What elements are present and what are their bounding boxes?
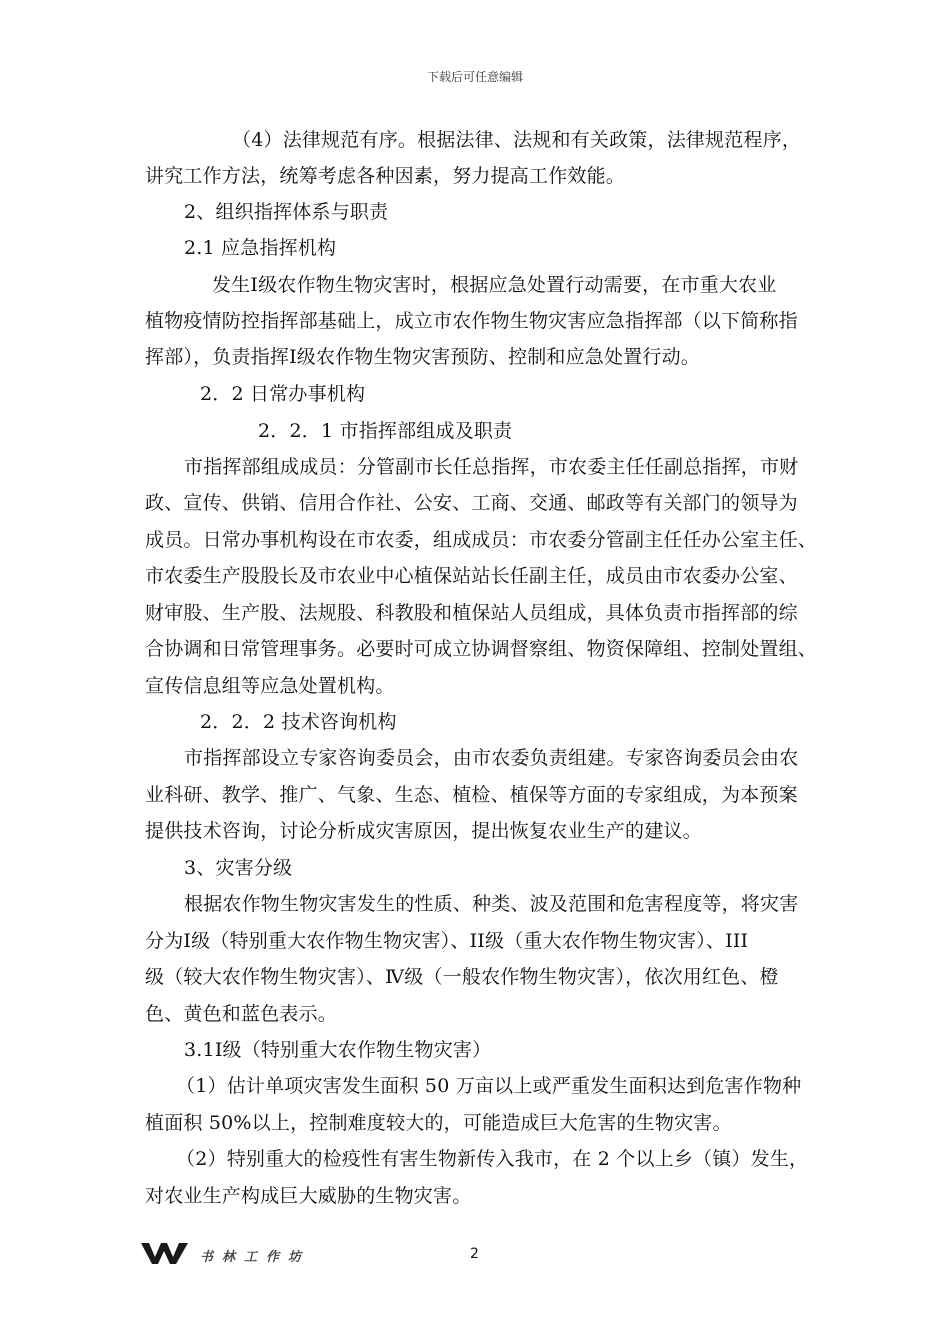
body-line: 分为Ⅰ级（特别重大农作物生物灾害）、II级（重大农作物生物灾害）、III [145,930,749,952]
subsection-heading: 2.1 应急指挥机构 [184,237,337,259]
section-heading: 2、组织指挥体系与职责 [184,201,389,223]
footer-brand-text: 书林工作坊 [200,1250,311,1265]
body-line: 植面积 50%以上，控制难度较大的，可能造成巨大危害的生物灾害。 [145,1112,732,1134]
body-line: 讲究工作方法，统筹考虑各种因素，努力提高工作效能。 [145,165,626,187]
body-line: （4）法律规范有序。根据法律、法规和有关政策，法律规范程序， [232,129,802,151]
body-line: 挥部），负责指挥Ⅰ级农作物生物灾害预防、控制和应急处置行动。 [145,346,701,368]
body-line: 政、宣传、供销、信用合作社、公安、工商、交通、邮政等有关部门的领导为 [145,492,798,514]
body-line: 成员。日常办事机构设在市农委，组成成员：市农委分管副主任任办公室主任、 [145,529,818,551]
body-line: 色、黄色和蓝色表示。 [145,1003,338,1025]
body-line: 市指挥部设立专家咨询委员会，由市农委负责组建。专家咨询委员会由农 [184,747,799,769]
body-line: （1）估计单项灾害发生面积 50 万亩以上或严重发生面积达到危害作物种 [176,1075,802,1097]
body-line: 业科研、教学、推广、气象、生态、植检、植保等方面的专家组成，为本预案 [145,784,798,806]
body-line: 级（较大农作物生物灾害）、Ⅳ级（一般农作物生物灾害），依次用红色、橙 [145,966,779,988]
body-line: 发生Ⅰ级农作物生物灾害时，根据应急处置行动需要，在市重大农业 [212,274,777,296]
subsection-heading: 2．2 日常办事机构 [200,383,366,405]
section-heading: 3、灾害分级 [184,857,293,879]
body-line: 提供技术咨询，讨论分析成灾害原因，提出恢复农业生产的建议。 [145,820,702,842]
body-line: 市农委生产股股长及市农业中心植保站站长任副主任，成员由市农委办公室、 [145,565,798,587]
brand-logo-icon [140,1240,190,1266]
body-line: 市指挥部组成成员：分管副市长任总指挥，市农委主任任副总指挥，市财 [184,456,799,478]
subsection-heading: 2．2．2 技术咨询机构 [200,711,397,733]
page-number: 2 [470,1246,479,1262]
body-line: 根据农作物生物灾害发生的性质、种类、波及范围和危害程度等，将灾害 [184,893,799,915]
body-line: 合协调和日常管理事务。必要时可成立协调督察组、物资保障组、控制处置组、 [145,638,818,660]
subsection-heading: 3.1Ⅰ级（特别重大农作物生物灾害） [184,1039,492,1061]
page-header-note: 下载后可任意编辑 [426,70,523,84]
subsection-heading: 2．2．1 市指挥部组成及职责 [258,420,513,442]
body-line: （2）特别重大的检疫性有害生物新传入我市，在 2 个以上乡（镇）发生， [176,1148,809,1170]
body-line: 植物疫情防控指挥部基础上，成立市农作物生物灾害应急指挥部（以下简称指 [145,310,798,332]
body-line: 对农业生产构成巨大威胁的生物灾害。 [145,1185,472,1207]
body-line: 财审股、生产股、法规股、科教股和植保站人员组成，具体负责市指挥部的综 [145,602,798,624]
body-line: 宣传信息组等应急处置机构。 [145,675,395,697]
